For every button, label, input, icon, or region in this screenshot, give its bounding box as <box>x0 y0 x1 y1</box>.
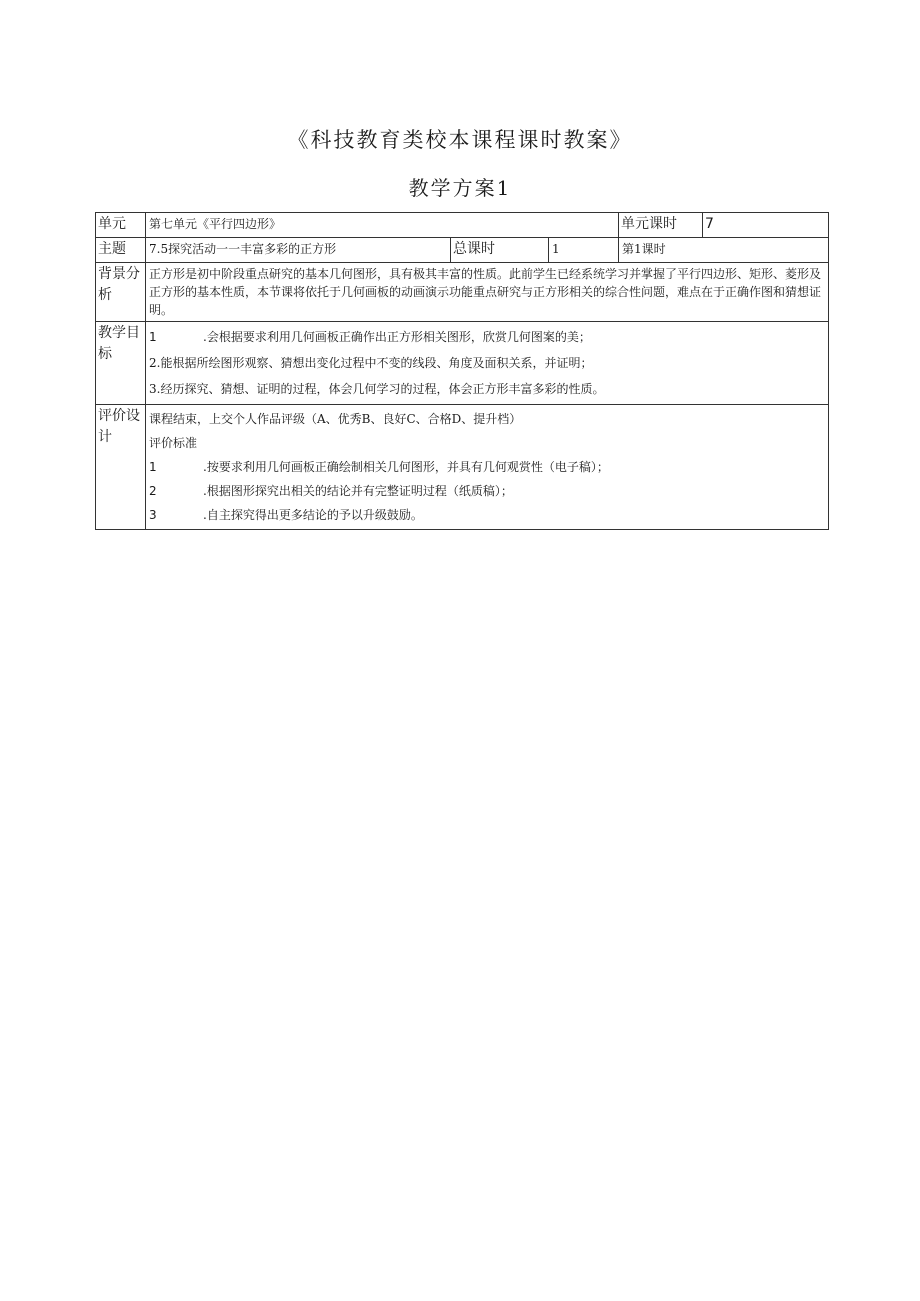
evaluation-item <box>149 479 825 503</box>
unit-value: 第七单元《平行四边形》 <box>146 213 619 238</box>
goal-number: 1 <box>149 330 157 344</box>
goal-text: .会根据要求利用几何画板正确作出正方形相关图形，欣赏几何图案的美； <box>203 330 591 344</box>
goal-text: 2.能根据所绘图形观察、猜想出变化过程中不变的线段、角度及面积关系，并证明； <box>149 356 593 370</box>
goal-item <box>149 376 825 402</box>
topic-value: 7.5探究活动一一丰富多彩的正方形 <box>146 238 451 263</box>
evaluation-number: 3 <box>149 508 157 522</box>
evaluation-intro: 课程结束，上交个人作品评级（A、优秀B、良好C、合格D、提升档） <box>149 412 522 426</box>
evaluation-number: 1 <box>149 460 157 474</box>
total-hours-label: 总课时 <box>451 238 549 263</box>
evaluation-standard: 评价标准 <box>149 436 198 450</box>
unit-row <box>96 213 829 238</box>
evaluation-item <box>149 503 825 527</box>
plan-title: 教学方案1 <box>408 176 512 200</box>
goals-label: 教学目标 <box>96 322 146 405</box>
evaluation-label: 评价设计 <box>96 405 146 530</box>
background-row <box>96 263 829 322</box>
unit-label: 单元 <box>96 213 146 238</box>
goal-item <box>149 350 825 376</box>
evaluation-item <box>149 455 825 479</box>
background-text: 正方形是初中阶段重点研究的基本几何图形，具有极其丰富的性质。此前学生已经系统学习并掌握了平行四边形、矩形、菱形及正方形的基本性质，本节课将依托于几何画板的动画演示功能重点研究与正方形相关的综合性问题，难点在于正确作图和猜想证明。 <box>146 263 829 322</box>
evaluation-row <box>96 405 829 530</box>
goal-item <box>149 324 825 350</box>
goals-list <box>146 322 829 405</box>
unit-hours-label: 单元课时 <box>619 213 703 238</box>
goal-text: 3.经历探究、猜想、证明的过程，体会几何学习的过程，体会正方形丰富多彩的性质。 <box>149 382 605 396</box>
topic-row <box>96 238 829 263</box>
evaluation-content <box>146 405 829 530</box>
evaluation-text: .自主探究得出更多结论的予以升级鼓励。 <box>203 508 423 522</box>
total-hours-value: 1 <box>549 238 619 263</box>
evaluation-text: .根据图形探究出相关的结论并有完整证明过程（纸质稿）； <box>203 484 513 498</box>
goals-row <box>96 322 829 405</box>
document-title: 《科技教育类校本课程课时教案》 <box>287 128 633 152</box>
unit-hours-value: 7 <box>703 213 829 238</box>
topic-label: 主题 <box>96 238 146 263</box>
lesson-plan-table <box>95 212 829 530</box>
background-label: 背景分析 <box>96 263 146 322</box>
evaluation-number: 2 <box>149 484 157 498</box>
evaluation-text: .按要求利用几何画板正确绘制相关几何图形，并具有几何观赏性（电子稿）； <box>203 460 609 474</box>
lesson-number: 第1课时 <box>619 238 829 263</box>
